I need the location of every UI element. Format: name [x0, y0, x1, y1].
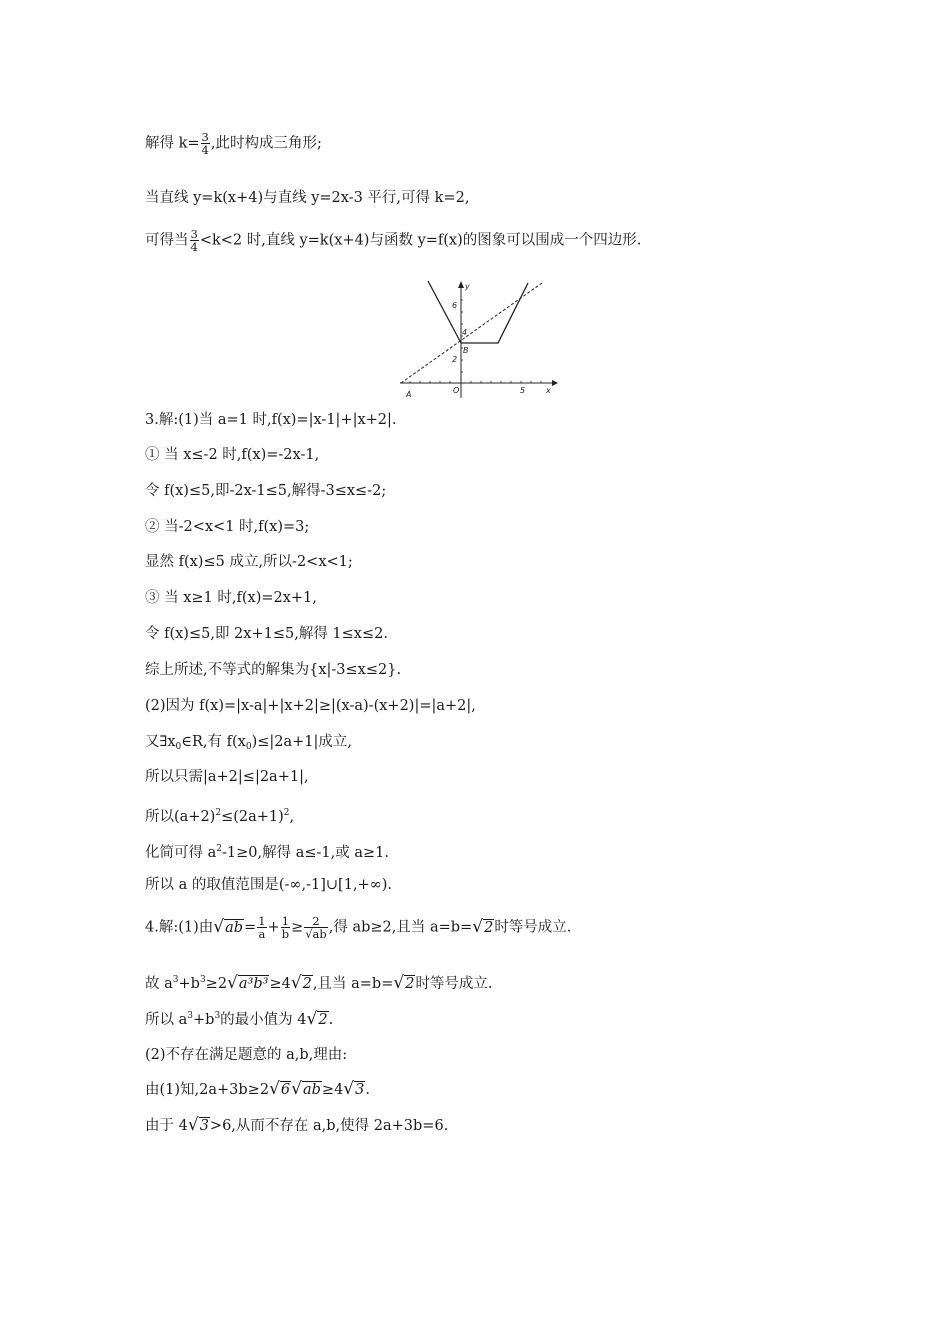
- text-line: 所以 $a^3+b^3$的最小值为 4√2.: [145, 1009, 334, 1029]
- text-line: 令 f(x)≤5,即-2x-1≤5,解得-3≤x≤-2;: [145, 483, 387, 499]
- text-line: ② 当-2<x<1 时,f(x)=3;: [145, 519, 310, 535]
- x-axis-label: x: [546, 386, 551, 395]
- text-line: 由于 4√3>6,从而不存在 a,b,使得 2a+3b=6.: [145, 1115, 449, 1135]
- text-line: 可得当 $\frac{3}{4}$ <k<2 时,直线 y=k(x+4)与函数 y=f(x)的图象可以围成一个四边形.: [145, 227, 642, 254]
- text-line: ③ 当 x≥1 时,f(x)=2x+1,: [145, 590, 317, 606]
- x-axis-arrow: [552, 380, 558, 386]
- tick-label-2: 2: [452, 355, 458, 364]
- sqrt-expression: √ab: [213, 916, 244, 937]
- fraction: $\frac{1}{b}$: [281, 914, 290, 941]
- function-graph: [395, 280, 560, 400]
- text-line: 所以只需|a+2|≤|2a+1|,: [145, 769, 309, 785]
- fraction: $\frac{3}{4}$: [190, 227, 198, 254]
- tick-label-4: 4: [462, 328, 468, 337]
- dashed-line: [401, 283, 542, 383]
- y-axis-label: y: [465, 282, 470, 291]
- sqrt-expression: √2: [290, 973, 312, 993]
- text-line: 3.解:(1)当 a=1 时,f(x)=|x-1|+|x+2|.: [145, 412, 397, 428]
- sqrt-expression: √2: [306, 1009, 328, 1029]
- text-line: 解得 k= $\frac{3}{4}$ ,此时构成三角形;: [145, 130, 322, 157]
- text-line: 当直线 y=k(x+4)与直线 y=2x-3 平行,可得 k=2,: [145, 190, 470, 206]
- origin-label: O: [453, 386, 460, 395]
- sqrt-expression: √3: [343, 1079, 365, 1099]
- text-line: ① 当 x≤-2 时,f(x)=-2x-1,: [145, 447, 320, 463]
- sqrt-expression: √a³b³: [227, 973, 269, 993]
- tick-label-6: 6: [452, 301, 458, 310]
- sqrt-expression: √ab: [291, 1079, 321, 1099]
- text-line: 由(1)知,2a+3b≥2√6√ab≥4√3.: [145, 1079, 370, 1099]
- text-line: (2)不存在满足题意的 a,b,理由:: [145, 1047, 348, 1063]
- fraction: $\frac{2}{√ab}$: [305, 914, 327, 941]
- tick-label-5: 5: [520, 386, 526, 395]
- text-line: (2)因为 f(x)=|x-a|+|x+2|≥|(x-a)-(x+2)|=|a+2|,: [145, 698, 476, 714]
- sqrt-expression: √2: [472, 916, 494, 937]
- fraction: $\frac{1}{a}$: [258, 914, 266, 941]
- text-line: 综上所述,不等式的解集为{x|-3≤x≤2}.: [145, 662, 402, 678]
- text-line: 所以 a 的取值范围是(-∞,-1]∪[1,+∞).: [145, 877, 393, 893]
- sqrt-expression: √3: [187, 1115, 209, 1135]
- text-line: 所以$(a+2)^2\le(2a+1)^2$,: [145, 808, 295, 825]
- point-b-label: B: [463, 346, 469, 355]
- text-line: 故 $a^3+b^3\ge 2√a^3b^3\ge 4√2$,且当 a=b=√2时等号成立.: [145, 973, 493, 993]
- text-line: 显然 f(x)≤5 成立,所以-2<x<1;: [145, 554, 353, 570]
- sqrt-expression: √2: [393, 973, 415, 993]
- y-axis-arrow: [458, 281, 464, 288]
- point-a-label: A: [406, 390, 412, 399]
- text-line: 令 f(x)≤5,即 2x+1≤5,解得 1≤x≤2.: [145, 626, 388, 642]
- text-line: 4.解:(1)由√ab= $\frac{1}{a}$ + $\frac{1}{b}$ ≥ $\frac{2}{√ab}$ ,得 ab≥2,且当 a=b=√2时等号成立.: [145, 914, 572, 941]
- text-line: 又$\exists x_0\in R$,有 $f(x_0)\le|2a+1|$成立,: [145, 734, 353, 752]
- text-line: 化简可得 $a^2-1\ge 0$,解得 a≤-1,或 a≥1.: [145, 844, 389, 861]
- function-curve: [428, 281, 528, 343]
- fraction: $\frac{3}{4}$: [201, 130, 209, 157]
- sqrt-expression: √6: [269, 1079, 291, 1099]
